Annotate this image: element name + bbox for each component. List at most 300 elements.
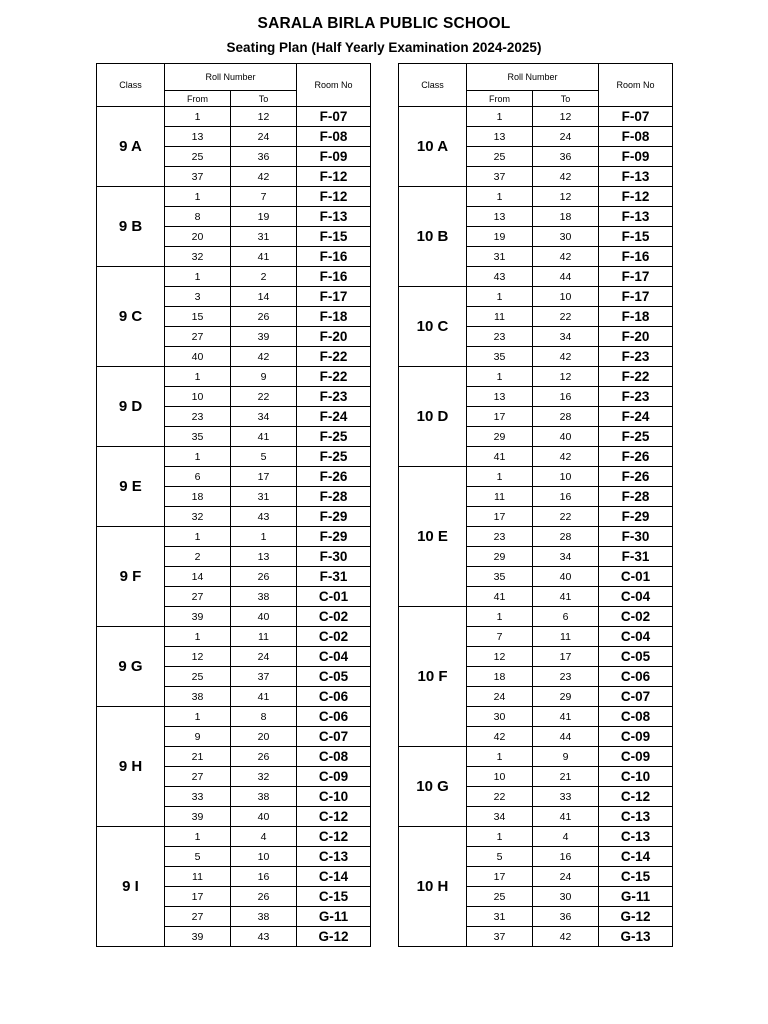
roll-from-cell: 8 [165, 207, 231, 227]
roll-from-cell: 25 [165, 667, 231, 687]
roll-to-cell: 14 [231, 287, 297, 307]
roll-to-cell: 44 [533, 727, 599, 747]
roll-to-cell: 31 [231, 227, 297, 247]
roll-from-cell: 15 [165, 307, 231, 327]
roll-from-cell: 1 [165, 827, 231, 847]
roll-from-cell: 13 [467, 207, 533, 227]
roll-to-cell: 19 [231, 207, 297, 227]
room-no-cell: C-07 [599, 687, 673, 707]
table-row [97, 367, 371, 387]
room-no-cell: F-15 [599, 227, 673, 247]
roll-from-cell: 20 [165, 227, 231, 247]
roll-to-cell: 42 [533, 347, 599, 367]
room-no-cell: C-14 [297, 867, 371, 887]
room-no-cell: F-23 [599, 387, 673, 407]
table-row [97, 527, 371, 547]
roll-from-cell: 29 [467, 547, 533, 567]
roll-to-cell: 10 [533, 287, 599, 307]
roll-from-cell: 13 [467, 127, 533, 147]
roll-from-cell: 19 [467, 227, 533, 247]
room-no-cell: F-07 [297, 107, 371, 127]
room-no-cell: F-26 [599, 467, 673, 487]
room-no-cell: F-09 [297, 147, 371, 167]
roll-from-cell: 41 [467, 587, 533, 607]
roll-to-cell: 34 [231, 407, 297, 427]
roll-from-cell: 22 [467, 787, 533, 807]
roll-to-cell: 29 [533, 687, 599, 707]
roll-from-cell: 18 [467, 667, 533, 687]
roll-from-cell: 34 [467, 807, 533, 827]
roll-to-cell: 42 [533, 247, 599, 267]
room-no-cell: F-25 [297, 427, 371, 447]
room-no-cell: C-13 [297, 847, 371, 867]
roll-from-cell: 7 [467, 627, 533, 647]
roll-to-cell: 41 [231, 687, 297, 707]
roll-from-cell: 37 [467, 167, 533, 187]
roll-from-cell: 1 [467, 827, 533, 847]
room-no-cell: C-13 [599, 807, 673, 827]
class-cell: 9 G [97, 627, 165, 707]
class-header: Class [399, 64, 467, 107]
class-cell: 10 B [399, 187, 467, 287]
roll-from-cell: 37 [165, 167, 231, 187]
room-no-cell: F-13 [599, 167, 673, 187]
roll-to-cell: 40 [533, 427, 599, 447]
roll-from-cell: 35 [165, 427, 231, 447]
roll-from-cell: 1 [467, 107, 533, 127]
roll-from-cell: 1 [165, 267, 231, 287]
roll-from-cell: 35 [467, 347, 533, 367]
roll-to-cell: 11 [231, 627, 297, 647]
roll-to-cell: 41 [533, 807, 599, 827]
room-no-cell: F-07 [599, 107, 673, 127]
roll-from-cell: 17 [467, 407, 533, 427]
class-cell: 9 D [97, 367, 165, 447]
room-no-cell: C-06 [297, 687, 371, 707]
roll-to-cell: 44 [533, 267, 599, 287]
roll-from-cell: 27 [165, 587, 231, 607]
roll-to-cell: 6 [533, 607, 599, 627]
room-no-cell: F-28 [599, 487, 673, 507]
room-no-cell: F-16 [297, 247, 371, 267]
room-no-cell: C-07 [297, 727, 371, 747]
roll-from-cell: 1 [165, 527, 231, 547]
table-row [399, 287, 673, 307]
room-no-cell: F-30 [599, 527, 673, 547]
roll-to-cell: 28 [533, 407, 599, 427]
room-no-cell: C-06 [599, 667, 673, 687]
seating-table-class-9 [96, 63, 371, 947]
roll-from-cell: 5 [165, 847, 231, 867]
roll-from-cell: 23 [467, 327, 533, 347]
table-row [399, 107, 673, 127]
roll-from-cell: 1 [165, 187, 231, 207]
roll-from-cell: 39 [165, 607, 231, 627]
roll-from-cell: 1 [165, 627, 231, 647]
roll-from-cell: 11 [467, 307, 533, 327]
room-no-cell: C-06 [297, 707, 371, 727]
room-no-cell: C-09 [599, 747, 673, 767]
room-no-cell: F-18 [297, 307, 371, 327]
class-cell: 10 H [399, 827, 467, 947]
roll-to-cell: 16 [533, 387, 599, 407]
roll-from-cell: 24 [467, 687, 533, 707]
table-row [97, 627, 371, 647]
room-no-cell: F-16 [297, 267, 371, 287]
room-no-cell: F-28 [297, 487, 371, 507]
roll-to-cell: 36 [533, 907, 599, 927]
roll-from-cell: 9 [165, 727, 231, 747]
room-no-cell: G-11 [599, 887, 673, 907]
room-no-cell: F-09 [599, 147, 673, 167]
roll-to-cell: 41 [231, 427, 297, 447]
roll-to-cell: 22 [231, 387, 297, 407]
roll-to-cell: 26 [231, 567, 297, 587]
school-name: SARALA BIRLA PUBLIC SCHOOL [257, 15, 511, 32]
roll-from-cell: 12 [165, 647, 231, 667]
roll-to-cell: 22 [533, 507, 599, 527]
roll-to-cell: 18 [533, 207, 599, 227]
room-no-cell: F-25 [297, 447, 371, 467]
class-cell: 10 C [399, 287, 467, 367]
roll-to-cell: 42 [533, 167, 599, 187]
room-no-cell: C-12 [297, 827, 371, 847]
class-cell: 9 F [97, 527, 165, 627]
room-no-cell: C-15 [599, 867, 673, 887]
roll-from-cell: 13 [165, 127, 231, 147]
roll-to-cell: 2 [231, 267, 297, 287]
roll-to-cell: 42 [533, 447, 599, 467]
roll-from-cell: 1 [467, 287, 533, 307]
roll-from-cell: 27 [165, 327, 231, 347]
roll-from-cell: 40 [165, 347, 231, 367]
room-no-cell: C-02 [297, 607, 371, 627]
roll-from-cell: 25 [165, 147, 231, 167]
roll-from-cell: 6 [165, 467, 231, 487]
room-no-cell: C-01 [599, 567, 673, 587]
class-cell: 9 H [97, 707, 165, 827]
roll-from-cell: 41 [467, 447, 533, 467]
roll-to-cell: 30 [533, 887, 599, 907]
roll-from-cell: 1 [467, 367, 533, 387]
roll-to-cell: 16 [533, 847, 599, 867]
class-cell: 10 D [399, 367, 467, 467]
roll-to-cell: 40 [231, 607, 297, 627]
class-cell: 10 F [399, 607, 467, 747]
room-no-cell: F-08 [297, 127, 371, 147]
room-no-cell: C-01 [297, 587, 371, 607]
room-no-cell: C-04 [297, 647, 371, 667]
roll-to-cell: 24 [533, 127, 599, 147]
room-no-cell: F-08 [599, 127, 673, 147]
roll-to-cell: 12 [231, 107, 297, 127]
roll-from-cell: 1 [467, 607, 533, 627]
roll-from-cell: 1 [467, 187, 533, 207]
room-no-cell: C-12 [599, 787, 673, 807]
roll-to-cell: 34 [533, 547, 599, 567]
roll-to-cell: 42 [231, 347, 297, 367]
room-no-cell: F-20 [297, 327, 371, 347]
roll-from-cell: 32 [165, 507, 231, 527]
roll-from-cell: 23 [165, 407, 231, 427]
room-no-cell: C-04 [599, 627, 673, 647]
roll-number-header: Roll Number [467, 64, 599, 91]
seating-table-class-10 [398, 63, 673, 947]
roll-to-cell: 36 [231, 147, 297, 167]
roll-from-cell: 23 [467, 527, 533, 547]
room-no-header: Room No [297, 64, 371, 107]
roll-from-cell: 38 [165, 687, 231, 707]
roll-to-cell: 43 [231, 927, 297, 947]
room-no-cell: F-31 [599, 547, 673, 567]
roll-to-cell: 10 [533, 467, 599, 487]
room-no-cell: F-20 [599, 327, 673, 347]
from-header: From [165, 91, 231, 107]
table-row [399, 747, 673, 767]
room-no-cell: C-13 [599, 827, 673, 847]
roll-to-cell: 43 [231, 507, 297, 527]
roll-from-cell: 31 [467, 247, 533, 267]
room-no-cell: F-18 [599, 307, 673, 327]
room-no-cell: F-30 [297, 547, 371, 567]
roll-from-cell: 2 [165, 547, 231, 567]
room-no-cell: F-23 [599, 347, 673, 367]
room-no-cell: C-08 [297, 747, 371, 767]
room-no-cell: F-24 [297, 407, 371, 427]
room-no-cell: C-14 [599, 847, 673, 867]
roll-from-cell: 17 [467, 867, 533, 887]
table-row [97, 187, 371, 207]
roll-to-cell: 12 [533, 367, 599, 387]
class-cell: 10 G [399, 747, 467, 827]
roll-to-cell: 26 [231, 747, 297, 767]
roll-to-cell: 32 [231, 767, 297, 787]
roll-to-cell: 17 [231, 467, 297, 487]
roll-from-cell: 31 [467, 907, 533, 927]
roll-from-cell: 42 [467, 727, 533, 747]
room-no-cell: G-12 [297, 927, 371, 947]
roll-from-cell: 33 [165, 787, 231, 807]
roll-to-cell: 34 [533, 327, 599, 347]
room-no-cell: F-12 [599, 187, 673, 207]
table-row [97, 267, 371, 287]
table-row [399, 827, 673, 847]
roll-to-cell: 33 [533, 787, 599, 807]
roll-from-cell: 18 [165, 487, 231, 507]
roll-to-cell: 9 [231, 367, 297, 387]
roll-to-cell: 31 [231, 487, 297, 507]
roll-from-cell: 25 [467, 887, 533, 907]
room-no-cell: F-15 [297, 227, 371, 247]
roll-to-cell: 12 [533, 107, 599, 127]
roll-from-cell: 17 [165, 887, 231, 907]
room-no-header: Room No [599, 64, 673, 107]
room-no-cell: F-17 [599, 287, 673, 307]
roll-to-cell: 1 [231, 527, 297, 547]
plan-title: Seating Plan (Half Yearly Examination 2024-2025) [226, 40, 542, 55]
room-no-cell: F-12 [297, 167, 371, 187]
room-no-cell: F-25 [599, 427, 673, 447]
room-no-cell: F-29 [297, 527, 371, 547]
room-no-cell: F-31 [297, 567, 371, 587]
roll-from-cell: 29 [467, 427, 533, 447]
class-cell: 9 C [97, 267, 165, 367]
room-no-cell: F-17 [297, 287, 371, 307]
room-no-cell: F-24 [599, 407, 673, 427]
roll-to-cell: 17 [533, 647, 599, 667]
roll-to-cell: 38 [231, 787, 297, 807]
room-no-cell: F-22 [297, 347, 371, 367]
roll-to-cell: 42 [231, 167, 297, 187]
room-no-cell: F-22 [599, 367, 673, 387]
roll-from-cell: 10 [165, 387, 231, 407]
roll-from-cell: 5 [467, 847, 533, 867]
roll-to-cell: 24 [231, 647, 297, 667]
roll-from-cell: 43 [467, 267, 533, 287]
table-row [399, 367, 673, 387]
roll-from-cell: 1 [165, 367, 231, 387]
to-header: To [533, 91, 599, 107]
table-row [97, 827, 371, 847]
roll-to-cell: 40 [231, 807, 297, 827]
room-no-cell: C-05 [599, 647, 673, 667]
roll-from-cell: 1 [467, 747, 533, 767]
room-no-cell: F-12 [297, 187, 371, 207]
room-no-cell: C-04 [599, 587, 673, 607]
room-no-cell: C-10 [297, 787, 371, 807]
table-row [399, 467, 673, 487]
roll-to-cell: 22 [533, 307, 599, 327]
roll-from-cell: 10 [467, 767, 533, 787]
room-no-cell: F-26 [599, 447, 673, 467]
roll-to-cell: 30 [533, 227, 599, 247]
room-no-cell: C-02 [297, 627, 371, 647]
roll-from-cell: 21 [165, 747, 231, 767]
room-no-cell: C-12 [297, 807, 371, 827]
roll-from-cell: 30 [467, 707, 533, 727]
room-no-cell: C-02 [599, 607, 673, 627]
room-no-cell: C-15 [297, 887, 371, 907]
roll-to-cell: 26 [231, 887, 297, 907]
roll-to-cell: 20 [231, 727, 297, 747]
roll-to-cell: 39 [231, 327, 297, 347]
roll-to-cell: 16 [533, 487, 599, 507]
roll-from-cell: 11 [165, 867, 231, 887]
roll-from-cell: 25 [467, 147, 533, 167]
roll-to-cell: 4 [231, 827, 297, 847]
roll-to-cell: 11 [533, 627, 599, 647]
roll-to-cell: 23 [533, 667, 599, 687]
room-no-cell: C-05 [297, 667, 371, 687]
roll-to-cell: 40 [533, 567, 599, 587]
roll-from-cell: 27 [165, 767, 231, 787]
room-no-cell: C-09 [599, 727, 673, 747]
class-cell: 10 E [399, 467, 467, 607]
roll-to-cell: 41 [533, 707, 599, 727]
roll-from-cell: 17 [467, 507, 533, 527]
table-row [97, 707, 371, 727]
roll-to-cell: 37 [231, 667, 297, 687]
roll-to-cell: 16 [231, 867, 297, 887]
room-no-cell: G-12 [599, 907, 673, 927]
table-row [399, 187, 673, 207]
roll-to-cell: 7 [231, 187, 297, 207]
roll-from-cell: 14 [165, 567, 231, 587]
class-cell: 9 B [97, 187, 165, 267]
roll-to-cell: 36 [533, 147, 599, 167]
roll-from-cell: 1 [165, 107, 231, 127]
table-row [399, 607, 673, 627]
class-cell: 9 E [97, 447, 165, 527]
room-no-cell: F-26 [297, 467, 371, 487]
room-no-cell: F-29 [297, 507, 371, 527]
table-row [97, 107, 371, 127]
class-cell: 10 A [399, 107, 467, 187]
roll-to-cell: 21 [533, 767, 599, 787]
table-row [97, 447, 371, 467]
roll-from-cell: 1 [165, 447, 231, 467]
room-no-cell: G-11 [297, 907, 371, 927]
room-no-cell: C-10 [599, 767, 673, 787]
room-no-cell: G-13 [599, 927, 673, 947]
room-no-cell: F-23 [297, 387, 371, 407]
roll-from-cell: 37 [467, 927, 533, 947]
roll-from-cell: 1 [467, 467, 533, 487]
to-header: To [231, 91, 297, 107]
from-header: From [467, 91, 533, 107]
roll-from-cell: 35 [467, 567, 533, 587]
roll-to-cell: 4 [533, 827, 599, 847]
roll-to-cell: 5 [231, 447, 297, 467]
roll-to-cell: 26 [231, 307, 297, 327]
class-cell: 9 I [97, 827, 165, 947]
roll-to-cell: 38 [231, 587, 297, 607]
room-no-cell: F-13 [297, 207, 371, 227]
roll-from-cell: 27 [165, 907, 231, 927]
roll-to-cell: 24 [231, 127, 297, 147]
room-no-cell: F-29 [599, 507, 673, 527]
roll-to-cell: 41 [231, 247, 297, 267]
room-no-cell: F-17 [599, 267, 673, 287]
roll-from-cell: 3 [165, 287, 231, 307]
roll-to-cell: 10 [231, 847, 297, 867]
roll-to-cell: 28 [533, 527, 599, 547]
roll-from-cell: 39 [165, 927, 231, 947]
roll-to-cell: 9 [533, 747, 599, 767]
class-cell: 9 A [97, 107, 165, 187]
room-no-cell: F-22 [297, 367, 371, 387]
roll-to-cell: 41 [533, 587, 599, 607]
roll-number-header: Roll Number [165, 64, 297, 91]
room-no-cell: F-16 [599, 247, 673, 267]
roll-to-cell: 38 [231, 907, 297, 927]
room-no-cell: C-09 [297, 767, 371, 787]
class-header: Class [97, 64, 165, 107]
roll-to-cell: 42 [533, 927, 599, 947]
roll-to-cell: 13 [231, 547, 297, 567]
roll-from-cell: 1 [165, 707, 231, 727]
room-no-cell: C-08 [599, 707, 673, 727]
roll-to-cell: 8 [231, 707, 297, 727]
roll-from-cell: 39 [165, 807, 231, 827]
roll-to-cell: 12 [533, 187, 599, 207]
roll-from-cell: 32 [165, 247, 231, 267]
roll-from-cell: 13 [467, 387, 533, 407]
roll-from-cell: 11 [467, 487, 533, 507]
roll-from-cell: 12 [467, 647, 533, 667]
roll-to-cell: 24 [533, 867, 599, 887]
room-no-cell: F-13 [599, 207, 673, 227]
